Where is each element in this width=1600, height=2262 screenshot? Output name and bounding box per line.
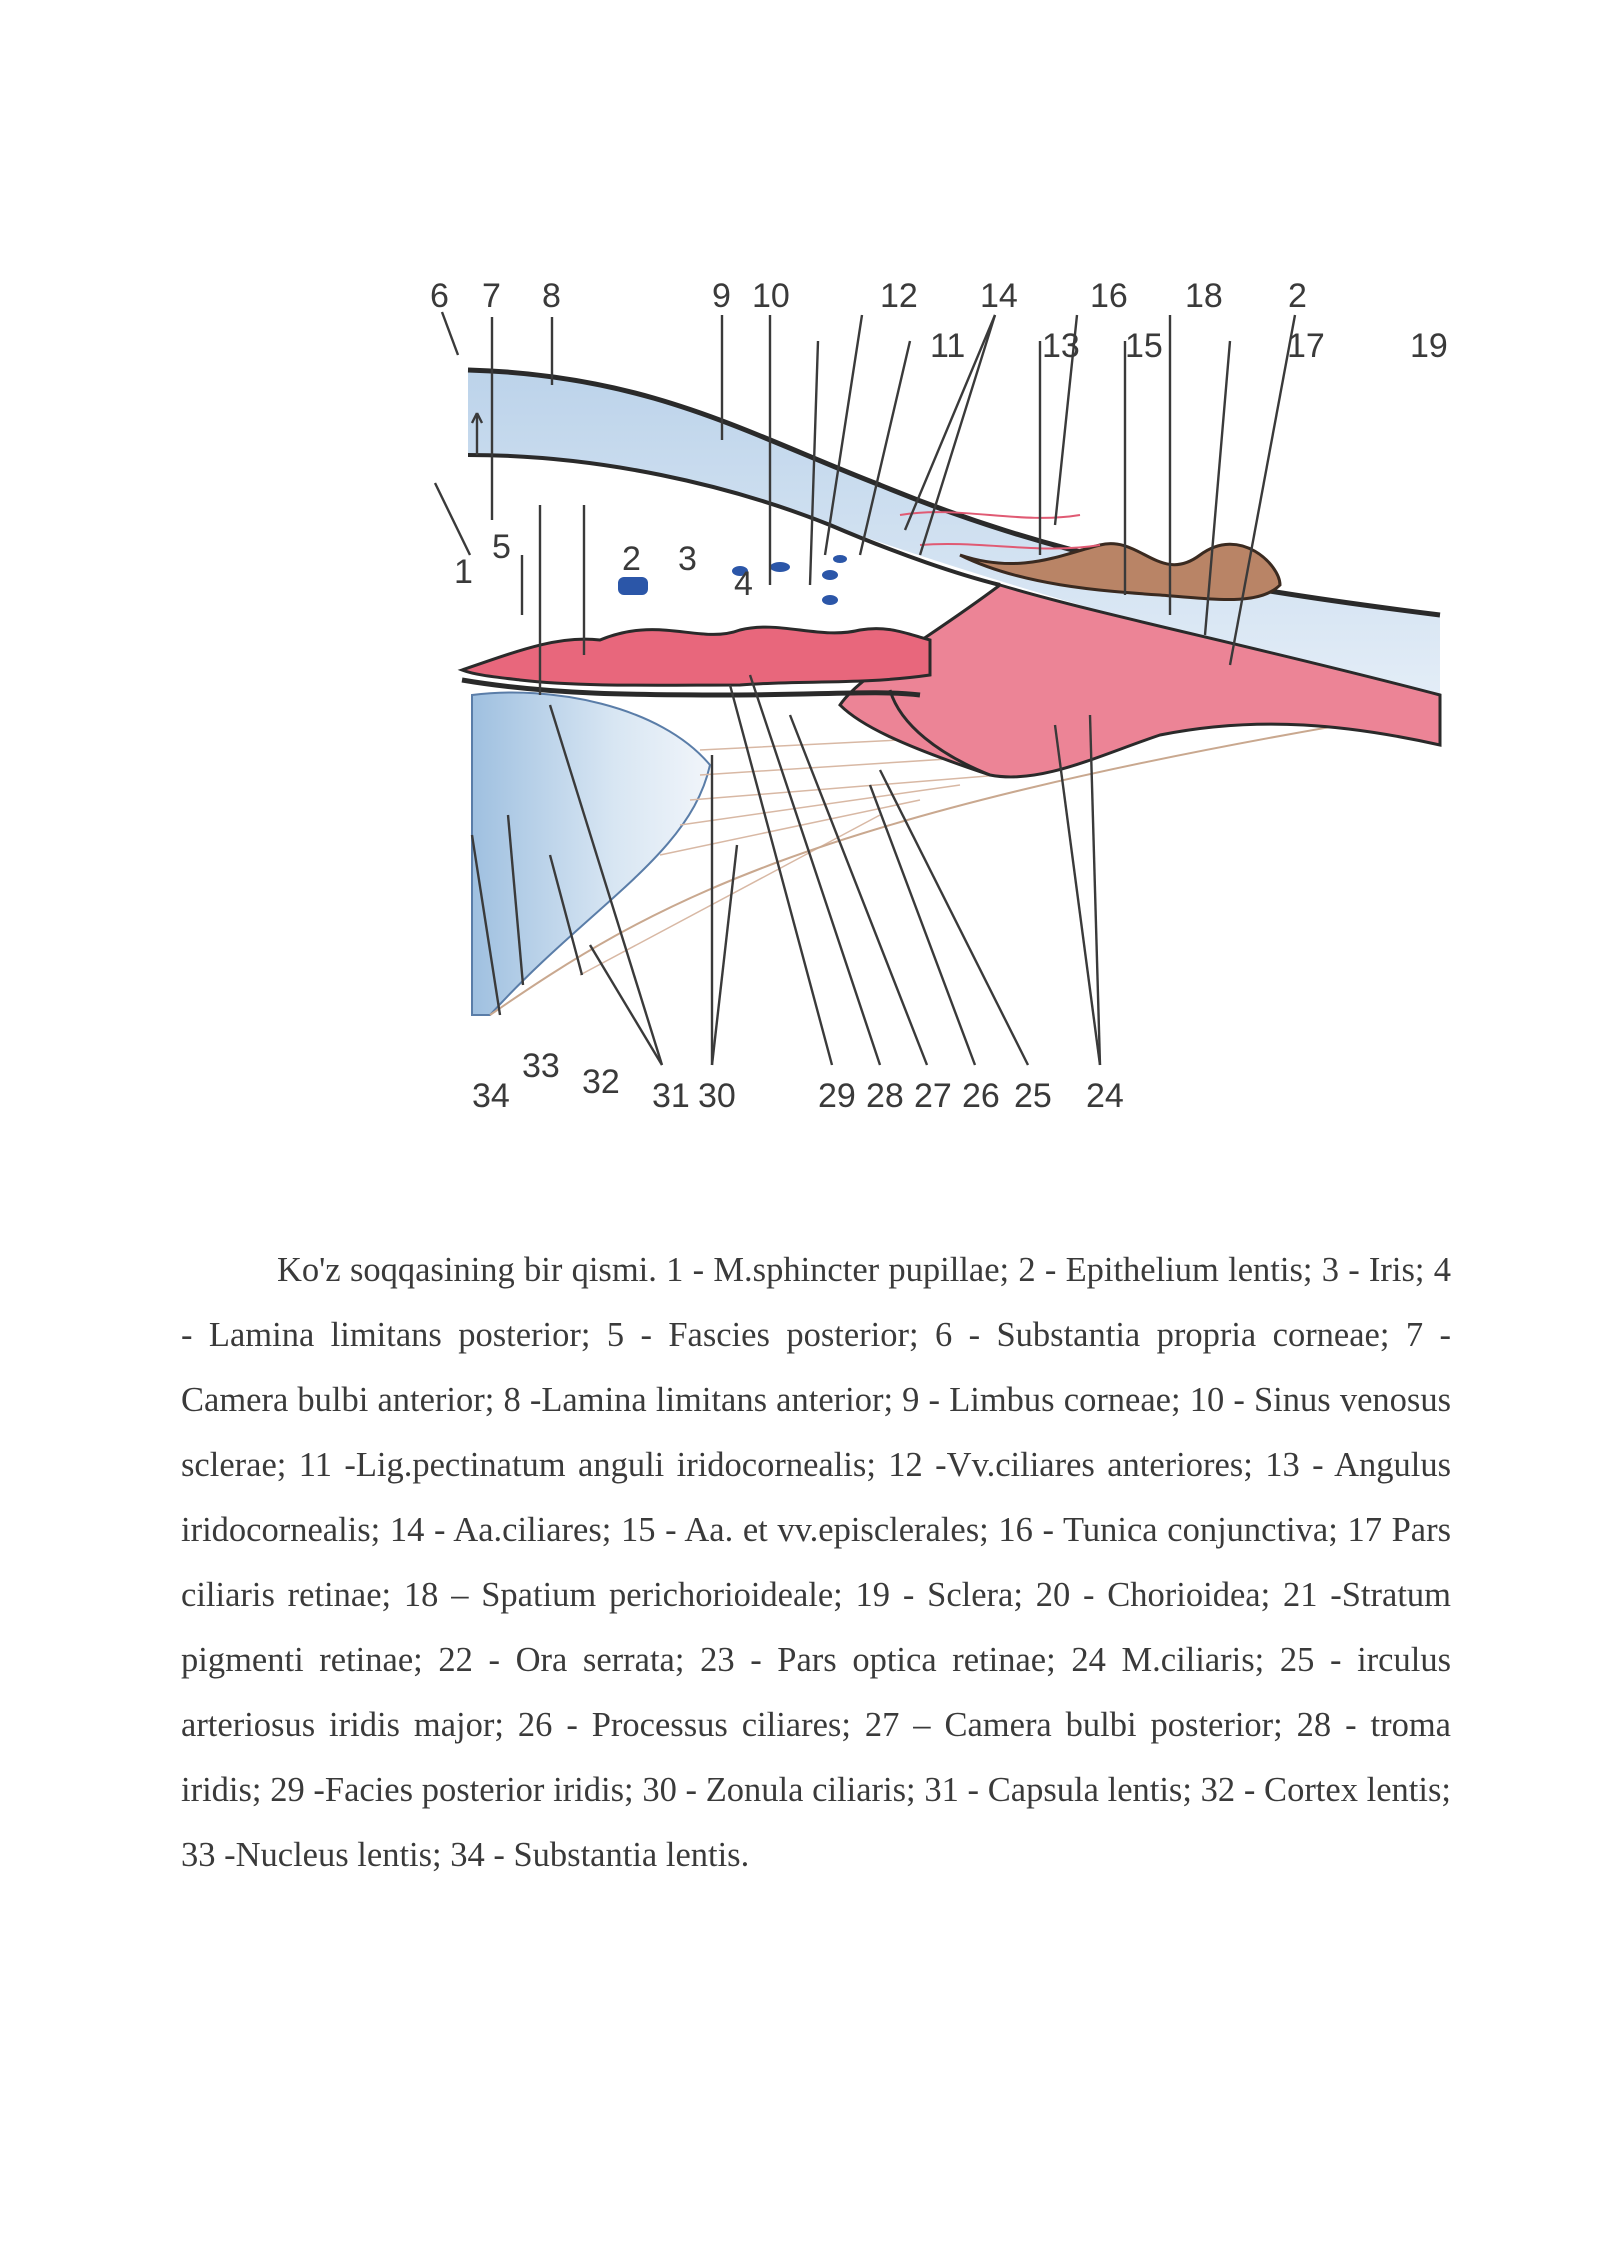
eye-section-diagram [400, 255, 1510, 1155]
label-6: 6 [430, 277, 449, 315]
label-5: 5 [492, 528, 511, 566]
label-13: 13 [1042, 327, 1080, 365]
label-31: 31 [652, 1077, 690, 1115]
vessel-dot-4 [822, 595, 838, 605]
label-26: 26 [962, 1077, 1000, 1115]
label-19: 19 [1410, 327, 1448, 365]
label-28: 28 [866, 1077, 904, 1115]
label-12: 12 [880, 277, 918, 315]
label-18: 18 [1185, 277, 1223, 315]
label-27: 27 [914, 1077, 952, 1115]
label-33: 33 [522, 1047, 560, 1085]
label-9: 9 [712, 277, 731, 315]
label-8: 8 [542, 277, 561, 315]
vessel-dot-3 [822, 570, 838, 580]
label-16: 16 [1090, 277, 1128, 315]
label-11: 11 [930, 327, 966, 365]
lens [472, 693, 710, 1015]
vessel-dot-2 [770, 562, 790, 572]
label-10: 10 [752, 277, 790, 315]
label-24: 24 [1086, 1077, 1124, 1115]
vessel-dot-5 [833, 555, 847, 563]
label-7: 7 [482, 277, 501, 315]
label-32: 32 [582, 1063, 620, 1101]
label-2: 2 [622, 540, 641, 578]
label-34: 34 [472, 1077, 510, 1115]
iris [462, 627, 930, 685]
label-4: 4 [734, 565, 753, 603]
label-2-top: 2 [1288, 277, 1307, 315]
label-29: 29 [818, 1077, 856, 1115]
sinus-venosus [618, 577, 648, 595]
figure-caption: Ko'z soqqasining bir qismi. 1 - M.sphincter pupillae; 2 - Epithelium lentis; 3 - Iris; 4 - Lamina limitans posterior; 5 - Fascies posterior; 6 - Substantia propria corneae; 7 - Camera bulbi anterior; 8 -Lamina limitans anterior; 9 - Limbus corneae; 10 - Sinus venosus sclerae; 11 -Lig.pectinatum anguli iridocornealis; 12 -Vv.ciliares anteriores; 13 - Angulus iridocornealis; 14 - Aa.ciliares; 15 - Aa. et vv.episclerales; 16 - Tunica conjunctiva; 17 Pars ciliaris retinae; 18 – Spatium perichorioideale; 19 - Sclera; 20 - Chorioidea; 21 -Stratum pigmenti retinae; 22 - Ora serrata; 23 - Pars optica retinae; 24 M.ciliaris; 25 - irculus arteriosus iridis major; 26 - Processus ciliares; 27 – Camera bulbi posterior; 28 - troma iridis; 29 -Facies posterior iridis; 30 - Zonula ciliaris; 31 - Capsula lentis; 32 - Cortex lentis; 33 -Nucleus lentis; 34 - Substantia lentis. [181, 1251, 1451, 1874]
label-14: 14 [980, 277, 1018, 315]
label-1: 1 [454, 553, 473, 591]
label-25: 25 [1014, 1077, 1052, 1115]
label-17: 17 [1287, 327, 1325, 365]
eye-section-svg [400, 255, 1510, 1155]
label-3: 3 [678, 540, 697, 578]
label-15: 15 [1125, 327, 1163, 365]
label-30: 30 [698, 1077, 736, 1115]
